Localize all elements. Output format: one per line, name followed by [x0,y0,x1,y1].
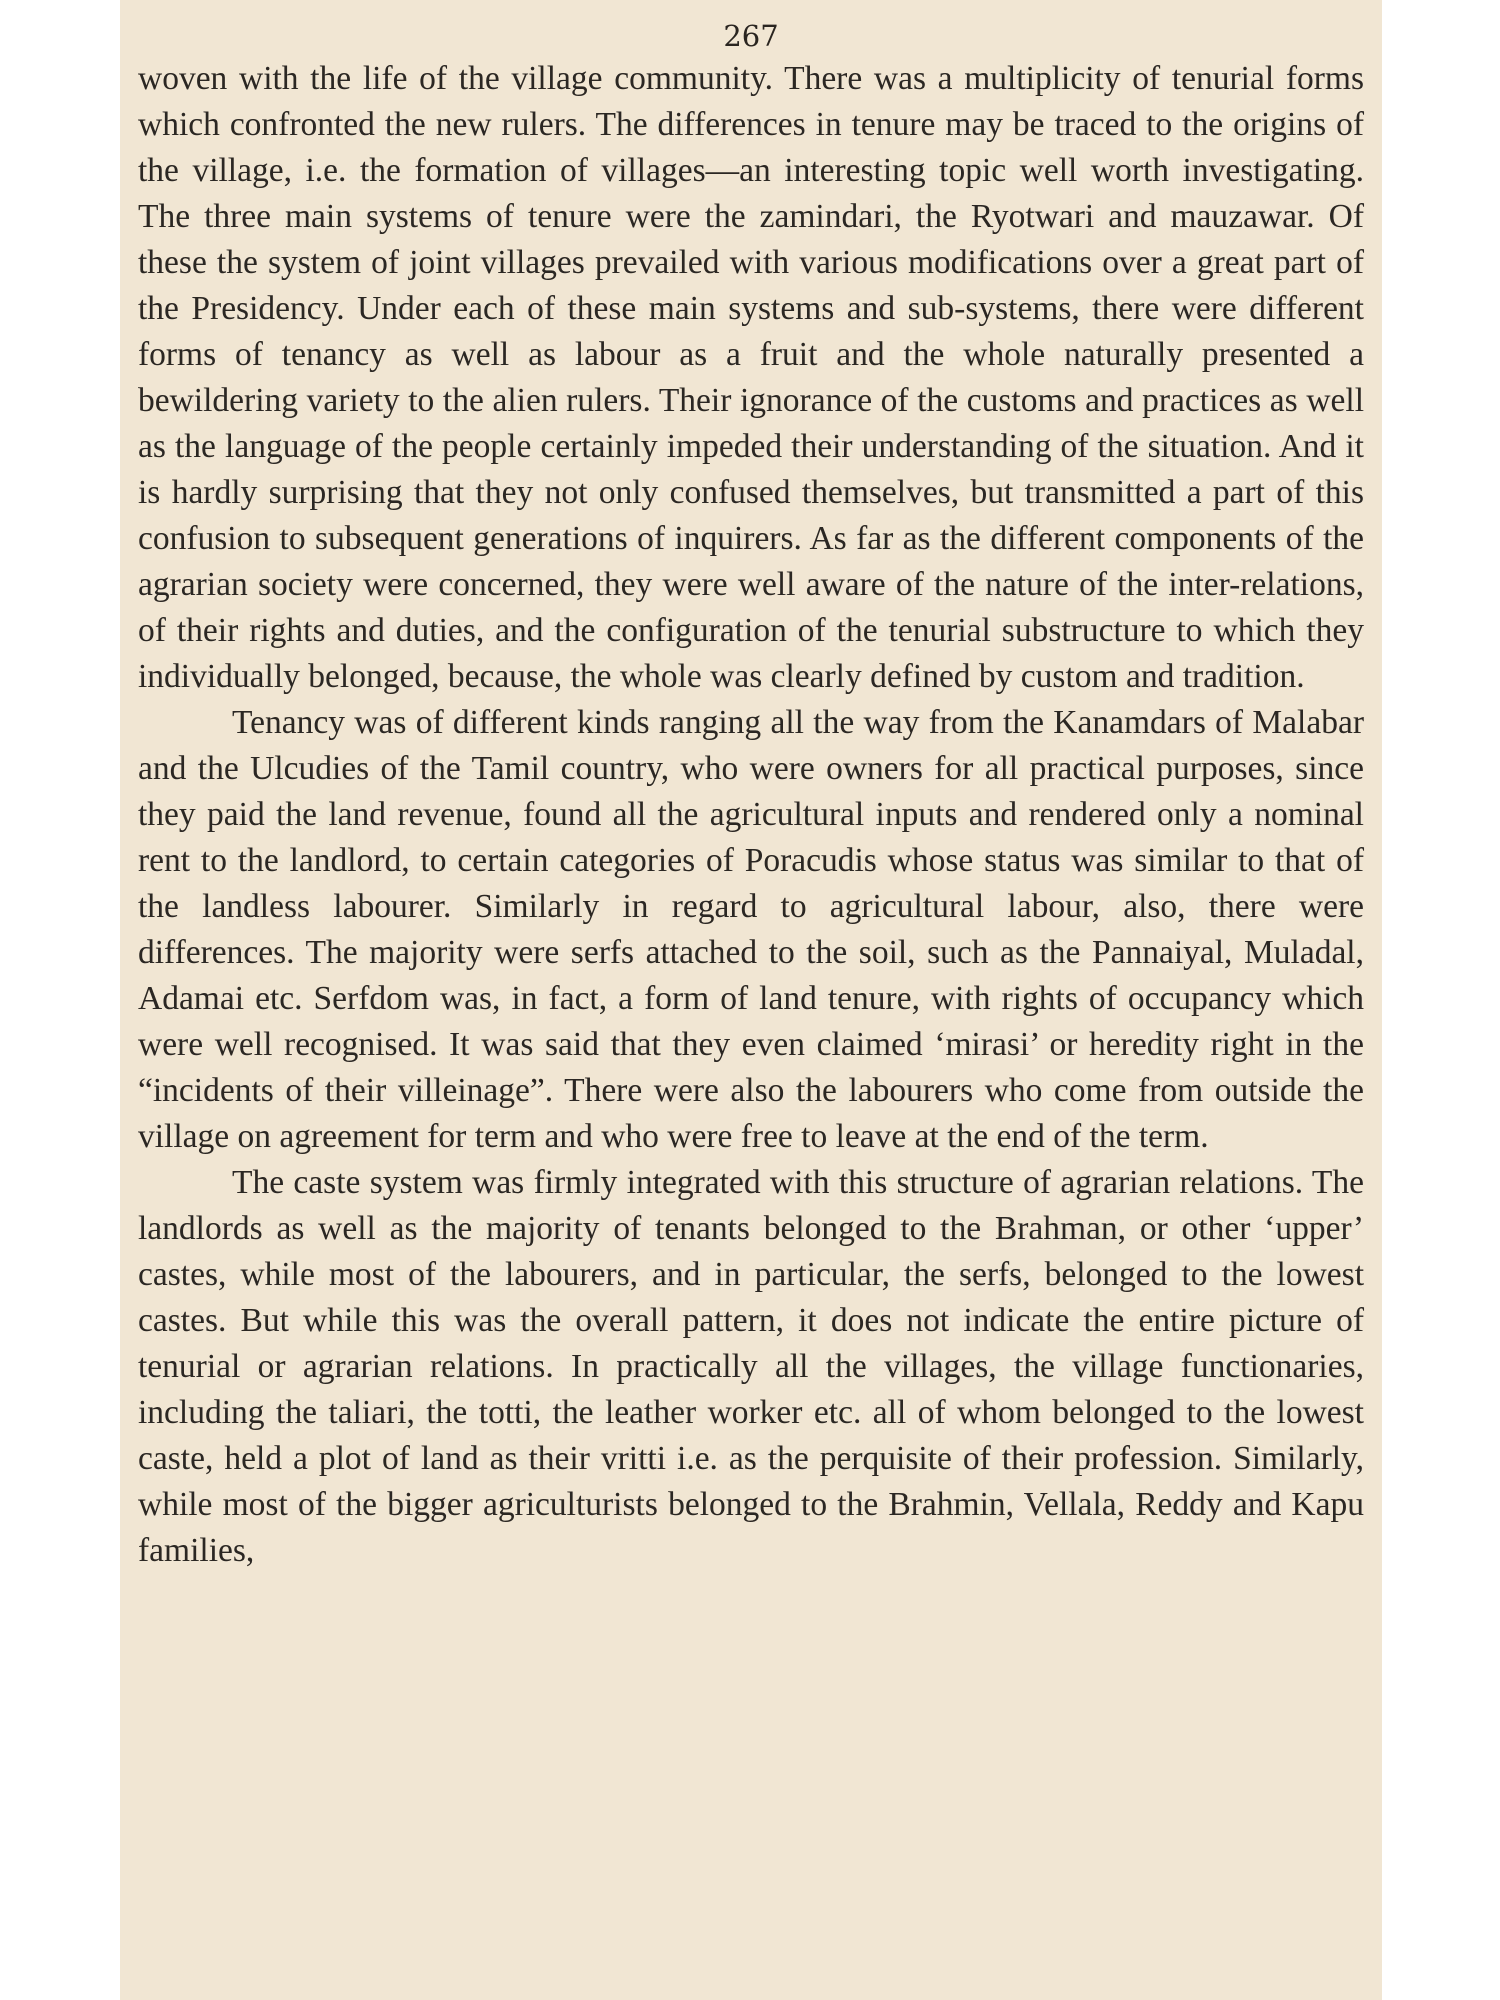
page-number: 267 [723,19,779,53]
paragraph-2: Tenancy was of different kinds ranging all the way from the Kanamdars of Malabar and the Ulcudies of the Tamil country, who were owners for all practical purposes, since they paid the land revenue, found all the agricultural inputs and rendered only a nominal rent to the landlord, to certain categories of Poracudis whose status was similar to that of the landless labourer. Similarly in regard to agricultural labour, also, there were differences. The majority were serfs attached to the soil, such as the Pannaiyal, Muladal, Adamai etc. Serfdom was, in fact, a form of land tenure, with rights of occupancy which were well recognised. It was said that they even claimed ‘mirasi’ or heredity right in the “incidents of their villeinage”. There were also the labourers who come from outside the village on agreement for term and who were free to leave at the end of the term. [138,704,1364,1155]
paragraph-3: The caste system was firmly integrated with this structure of agrarian relations. The landlords as well as the majority of tenants belonged to the Brahman, or other ‘upper’ castes, while most of the labourers, and in particular, the serfs, belonged to the lowest castes. But while this was the overall pattern, it does not indicate the entire picture of tenurial or agrarian relations. In practically all the villages, the village functionaries, including the taliari, the totti, the leather worker etc. all of whom belonged to the lowest caste, held a plot of land as their vritti i.e. as the perquisite of their profession. Similarly, while most of the bigger agriculturists belonged to the Brahmin, Vellala, Reddy and Kapu families, [138,1164,1364,1569]
paragraph-1: woven with the life of the village community. There was a multiplicity of tenurial forms which confronted the new rulers. The differences in tenure may be traced to the origins of the village, i.e. the formation of villages—an interesting topic well worth investigating. The three main systems of tenure were the zamindari, the Ryotwari and mauzawar. Of these the system of joint villages prevailed with various modifications over a great part of the Presidency. Under each of these main systems and sub-systems, there were different forms of tenancy as well as labour as a fruit and the whole naturally presented a bewildering variety to the alien rulers. Their ignorance of the customs and practices as well as the language of the people certainly impeded their understanding of the situation. And it is hardly surprising that they not only confused themselves, but transmitted a part of this confusion to subsequent generations of inquirers. As far as the different components of the agrarian society were concerned, they were well aware of the nature of the inter-relations, of their rights and duties, and the configuration of the tenurial substructure to which they individually belonged, because, the whole was clearly defined by custom and tradition. [138,60,1364,695]
scanned-book-page [120,0,1382,2000]
